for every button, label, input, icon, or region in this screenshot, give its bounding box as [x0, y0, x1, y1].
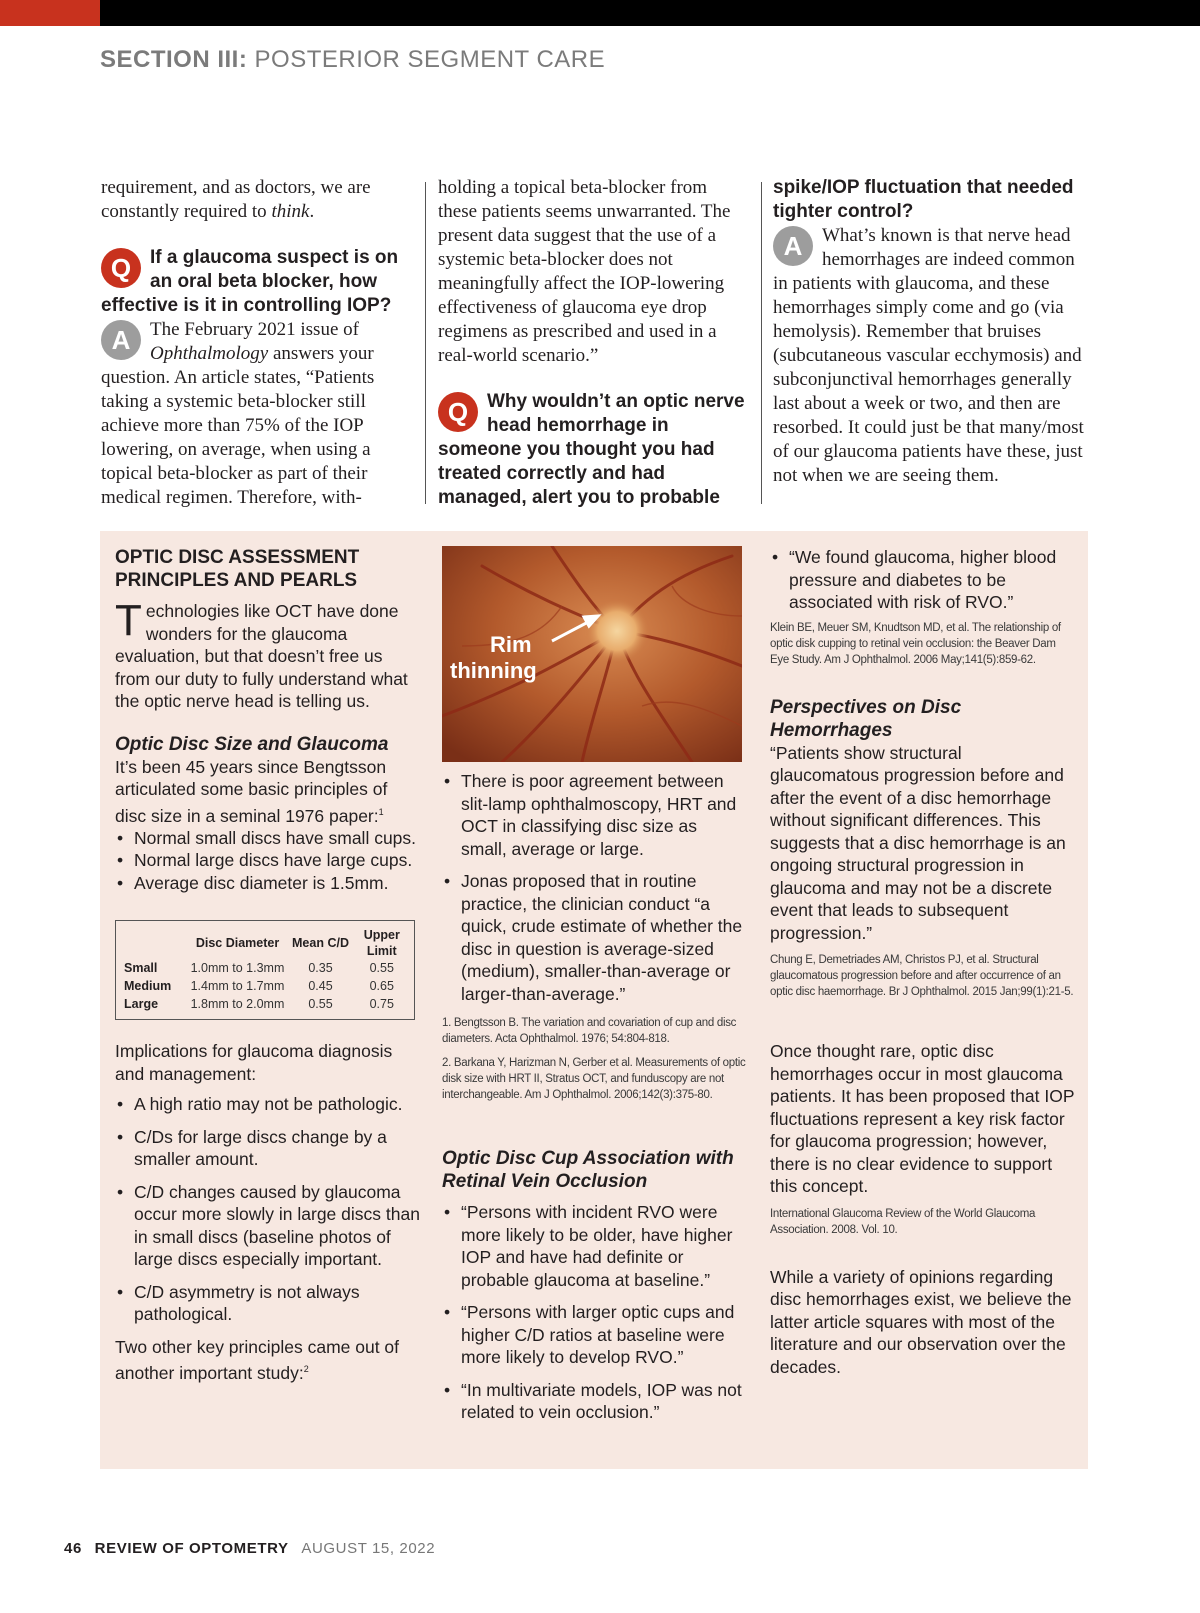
- page-number: 46: [64, 1540, 82, 1557]
- issue-date: AUGUST 15, 2022: [301, 1540, 436, 1557]
- question-icon: Q: [438, 392, 478, 432]
- section-label: SECTION III:: [100, 46, 248, 73]
- implications-text: Implications for glaucoma diagnosis and management:: [115, 1041, 393, 1084]
- top-bar-accent: [0, 0, 100, 26]
- question-icon: Q: [101, 248, 141, 288]
- list-item: • Normal small discs have small cups.: [115, 827, 420, 850]
- table-header: Disc Diameter: [195, 936, 280, 951]
- answer-icon: A: [773, 226, 813, 266]
- column-divider: [761, 182, 762, 504]
- article-column-2: [438, 176, 750, 510]
- sidebar-title: OPTIC DISC ASSESSMENT PRINCIPLES AND PEARLS: [115, 547, 360, 591]
- image-label: thinning: [450, 658, 537, 683]
- answer-1: A The February 2021 issue of Ophthalmology answers your question. An article states, “Patients taking a systemic beta-blocker still achieve more than 75% of the IOP lowering, on average, when using a topical beta-blocker as part of their medical regimen. Therefore, with-: [101, 319, 375, 508]
- list-item: • C/D changes caused by glaucoma occur more slowly in large discs than in small discs (baseline photos of large discs especially important.: [115, 1181, 420, 1271]
- disc-size-list: [115, 827, 420, 895]
- list-item: • “Persons with larger optic cups and higher C/D ratios at baseline were more likely to develop RVO.”: [442, 1301, 747, 1369]
- column-divider: [425, 182, 426, 504]
- two-principles-text: Two other key principles came out of another important study:$^2$: [115, 1336, 400, 1384]
- list-item: • C/Ds for large discs change by a smaller amount.: [115, 1126, 420, 1171]
- fundus-image: [442, 546, 742, 762]
- reference: 2. Barkana Y, Harizman N, Gerber et al. Measurements of optic disk size with HRT II, Stratus OCT, and funduscopy are not interchangeable. Am J Ophthalmol. 2006;142(3):375-80.: [442, 1057, 746, 1101]
- question-1-text: If a glaucoma suspect is on an oral beta blocker, how effective is it in controlling IOP?: [101, 247, 399, 316]
- hemorrhage-quote: “Patients show structural glaucomatous progression before and after the event of a disc hemorrhage without significant differences. This suggests that a disc hemorrhage is an ongoing structural progression in glaucoma and may not be a discrete event that leads to subsequent progression.”: [770, 742, 1066, 943]
- sidebar-intro: Technologies like OCT have done wonders for the glaucoma evaluation, but that doesn’t free us from our duty to fully understand what the optic nerve head is telling us.: [115, 596, 408, 711]
- answer-1-continued: holding a topical beta-blocker from these patients seems unwarranted. The present data suggest that the use of a systemic beta-blocker does not meaningfully affect the IOP-lowering effectiveness of glaucoma eye drop regimens as prescribed and used in a real-world scenario.”: [438, 177, 731, 366]
- list-item: • “In multivariate models, IOP was not related to vein occlusion.”: [442, 1379, 747, 1424]
- list-item: • A high ratio may not be pathologic.: [115, 1093, 420, 1116]
- rare-paragraph: Once thought rare, optic disc hemorrhages occur in most glaucoma patients. It has been proposed that IOP fluctuations represent a key risk factor for glaucoma progression; however, there is no clear evidence to support this concept.: [770, 1041, 1075, 1196]
- drop-cap: T: [115, 596, 142, 645]
- top-bar: [0, 0, 1200, 26]
- question-1: [101, 246, 413, 318]
- table-row: Medium 1.4mm to 1.7mm 0.45 0.65: [124, 979, 394, 994]
- disc-size-table: [115, 920, 415, 1020]
- disc-size-agreement-list: [442, 770, 747, 1005]
- list-item: • C/D asymmetry is not always pathological.: [115, 1281, 420, 1326]
- table-header: Mean C/D: [292, 936, 349, 951]
- page-footer: [64, 1540, 435, 1557]
- answer-2: A What’s known is that nerve head hemorrhages are indeed common in patients with glaucoma, and these hemorrhages simply come and go (via hemolysis). Remember that bruises (subcutaneous vascular ecchymosis) and subconjunctival hemorrhages generally last about a week or two, and then are resorbed. It could just be that many/most of our glaucoma patients have these, just not when we are seeing them.: [773, 225, 1084, 486]
- section-header: [100, 46, 605, 74]
- sidebar-column-3: [770, 546, 1075, 1378]
- question-2-text: Why wouldn’t an optic nerve head hemorrhage in someone you thought you had treated correctly and had managed, alert you to probable: [438, 391, 745, 508]
- disc-size-paragraph: It’s been 45 years since Bengtsson articulated some basic principles of disc size in a seminal 1976 paper:$^1$: [115, 756, 388, 826]
- question-2: [438, 390, 750, 510]
- section-title: POSTERIOR SEGMENT CARE: [254, 46, 606, 73]
- list-item: • “Persons with incident RVO were more likely to be older, have higher IOP and have had definite or probable glaucoma at baseline.”: [442, 1201, 747, 1291]
- article-column-1: [101, 176, 413, 510]
- table-header: Upper Limit: [363, 928, 400, 959]
- list-item: • Average disc diameter is 1.5mm.: [115, 872, 420, 895]
- rvo-list: [442, 1201, 747, 1424]
- magazine-name: REVIEW OF OPTOMETRY: [94, 1540, 289, 1557]
- sidebar-column-2: [442, 546, 747, 1434]
- image-label: Rim: [490, 632, 532, 657]
- sidebar-column-1: [115, 546, 420, 1385]
- reference: Klein BE, Meuer SM, Knudtson MD, et al. The relationship of optic disk cupping to retinal vein occlusion: the Beaver Dam Eye Study. Am J Ophthalmol. 2006 May;141(5):859-62.: [770, 621, 1061, 666]
- closing-paragraph: While a variety of opinions regarding disc hemorrhages exist, we believe the latter article squares with most of the literature and our observation over the decades.: [770, 1266, 1072, 1377]
- intro-paragraph: requirement, and as doctors, we are constantly required to think.: [101, 177, 371, 222]
- rvo-heading: Optic Disc Cup Association with Retinal Vein Occlusion: [442, 1148, 734, 1192]
- table-row: Large 1.8mm to 2.0mm 0.55 0.75: [124, 997, 394, 1012]
- list-item: • “We found glaucoma, higher blood pressure and diabetes to be associated with risk of RVO.”: [770, 546, 1075, 614]
- reference: Chung E, Demetriades AM, Christos PJ, et al. Structural glaucomatous progression before and after occurrence of an optic disc haemorrhage. Br J Ophthalmol. 2015 Jan;99(1):21-5.: [770, 954, 1074, 998]
- table-row: Small 1.0mm to 1.3mm 0.35 0.55: [124, 961, 394, 976]
- disc-size-heading: Optic Disc Size and Glaucoma: [115, 733, 389, 755]
- hemorrhage-heading: Perspectives on Disc Hemorrhages: [770, 696, 962, 741]
- list-item: • There is poor agreement between slit-lamp ophthalmoscopy, HRT and OCT in classifying disc size as small, average or large.: [442, 770, 747, 860]
- implications-list: [115, 1093, 420, 1326]
- list-item: • Normal large discs have large cups.: [115, 849, 420, 872]
- reference: 1. Bengtsson B. The variation and covariation of cup and disc diameters. Acta Ophthalmol. 1976; 54:804-818.: [442, 1017, 737, 1045]
- rvo-finding-list: [770, 546, 1075, 614]
- answer-icon: A: [101, 320, 141, 360]
- list-item: • Jonas proposed that in routine practice, the clinician conduct “a quick, crude estimate of whether the disc in question is average-sized (medium), smaller-than-average or larger-than-average.”: [442, 870, 747, 1005]
- article-column-3: [773, 176, 1093, 488]
- question-2-continued: spike/IOP fluctuation that needed tighter control?: [773, 177, 1074, 222]
- reference: International Glaucoma Review of the World Glaucoma Association. 2008. Vol. 10.: [770, 1207, 1036, 1236]
